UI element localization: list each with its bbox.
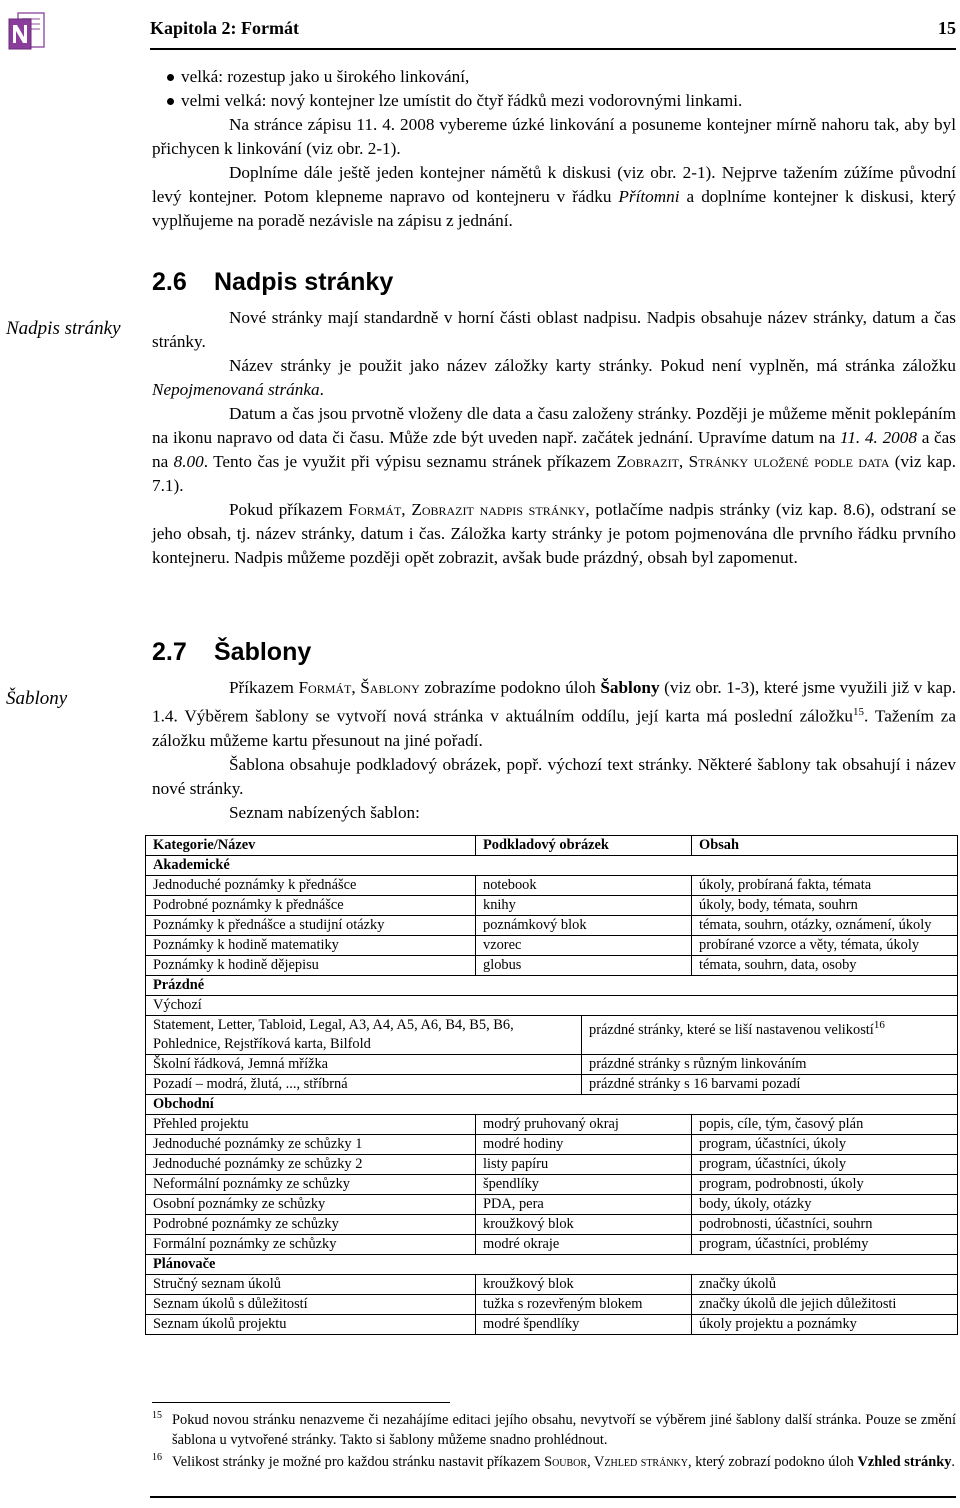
table-cell: Školní řádková, Jemná mřížka — [146, 1055, 582, 1075]
page-header — [150, 18, 956, 50]
paragraph: Příkazem Formát, Šablony zobrazíme podokno úloh Šablony (viz obr. 1-3), které jsme využili již v kap. 1.4. Výběrem šablony se vytvoří nová stránka v aktuálním oddílu, její karta má poslední záložku$^{15}$. Tažením za záložku můžeme kartu přesunout na jiné pořadí. — [152, 678, 956, 750]
section-2-7 — [152, 640, 956, 825]
table-cell: PDA, pera — [476, 1195, 692, 1215]
list-item: velmi velká: nový kontejner lze umístit do čtyř řádků mezi vodorovnými linkami. — [152, 89, 956, 113]
footnote-16: 16 Velikost stránky je možné pro každou stránku nastavit příkazem Soubor, Vzhled stránky, který zobrazí podokno úloh Vzhled stránky. — [152, 1452, 956, 1470]
table-cell: program, podrobnosti, úkoly — [692, 1175, 958, 1195]
table-cell: Seznam úkolů projektu — [146, 1315, 476, 1335]
onenote-logo-icon — [8, 12, 46, 52]
table-header-row — [146, 836, 958, 856]
table-cell: prázdné stránky s různým linkováním — [582, 1055, 958, 1075]
paragraph: Nové stránky mají standardně v horní části oblast nadpisu. Nadpis obsahuje název stránky, datum a čas stránky. — [152, 308, 956, 351]
table-cell: modré špendlíky — [476, 1315, 692, 1335]
table-row — [146, 1295, 958, 1315]
chapter-title: Kapitola 2: Formát — [150, 18, 299, 38]
paragraph: Pokud příkazem Formát, Zobrazit nadpis stránky, potlačíme nadpis stránky (viz kap. 8.6), odstraní se jeho obsah, tj. název stránky, datum i čas. Záložka karty stránky je potom pojmenována dle prvního řádku prvního kontejneru. Nadpis můžeme později opět zobrazit, avšak bude prázdný, obsah byl zapomenut. — [152, 500, 956, 567]
table-cell: Výchozí — [146, 996, 958, 1016]
table-cell: globus — [476, 956, 692, 976]
list-item: velká: rozestup jako u širokého linkování, — [152, 65, 956, 89]
margin-label-nadpis: Nadpis stránky — [6, 318, 121, 339]
table-row — [146, 956, 958, 976]
table-cell: Pozadí – modrá, žlutá, ..., stříbrná — [146, 1075, 582, 1095]
table-cell: prázdné stránky, které se liší nastavenou velikostí$^{16}$ — [582, 1016, 958, 1055]
table-row — [146, 1115, 958, 1135]
table-cell: Osobní poznámky ze schůzky — [146, 1195, 476, 1215]
table-cell: Podrobné poznámky ze schůzky — [146, 1215, 476, 1235]
table-cell: podrobnosti, účastníci, souhrn — [692, 1215, 958, 1235]
table-group-row — [146, 856, 958, 876]
table-cell: témata, souhrn, otázky, oznámení, úkoly — [692, 916, 958, 936]
table-row — [146, 1175, 958, 1195]
table-header-cell: Podkladový obrázek — [476, 836, 692, 856]
table-cell: prázdné stránky s 16 barvami pozadí — [582, 1075, 958, 1095]
table-cell: probírané vzorce a věty, témata, úkoly — [692, 936, 958, 956]
table-cell: program, účastníci, úkoly — [692, 1135, 958, 1155]
section-heading: 2.6 Nadpis stránky — [152, 268, 394, 296]
table-row — [146, 896, 958, 916]
table-cell: kroužkový blok — [476, 1215, 692, 1235]
table-row — [146, 1135, 958, 1155]
table-row — [146, 1055, 958, 1075]
footnote-15: 15 Pokud novou stránku nenazveme či nezahájíme editaci jejího obsahu, nevytvoří se výběrem jiné šablony další stránka. Pouze se změní šablona u vytvořené stránky. Takto si šablony můžeme snadno prohlédnout. — [152, 1410, 956, 1448]
page-bottom-rule — [150, 1496, 956, 1498]
table-cell: úkoly projektu a poznámky — [692, 1315, 958, 1335]
table-row — [146, 876, 958, 896]
paragraph: Šablona obsahuje podkladový obrázek, popř. výchozí text stránky. Některé šablony tak obsahují i název nové stránky. — [152, 754, 956, 798]
table-caption: Seznam nabízených šablon: — [229, 802, 420, 822]
table-cell: značky úkolů dle jejich důležitosti — [692, 1295, 958, 1315]
table-cell: Seznam úkolů s důležitostí — [146, 1295, 476, 1315]
table-cell: Neformální poznámky ze schůzky — [146, 1175, 476, 1195]
margin-label-sablony: Šablony — [6, 688, 68, 709]
table-cell: listy papíru — [476, 1155, 692, 1175]
paragraph: Datum a čas jsou prvotně vloženy dle data a času založeny stránky. Později je můžeme měnit poklepáním na ikonu napravo od data či času. Může zde být uveden např. začátek jednání. Upravíme datum na 11. 4. 2008 a čas na 8.00. Tento čas je využit při výpisu seznamu stránek příkazem Zobrazit, Stránky uložené podle data (viz kap. 7.1). — [152, 404, 956, 495]
table-cell: Stručný seznam úkolů — [146, 1275, 476, 1295]
table-cell: knihy — [476, 896, 692, 916]
table-row — [146, 996, 958, 1016]
table-cell: úkoly, body, témata, souhrn — [692, 896, 958, 916]
intro-block — [152, 65, 956, 233]
table-group-row — [146, 1255, 958, 1275]
footnote-ref: 16 — [873, 1019, 885, 1031]
table-cell: Poznámky k hodině dějepisu — [146, 956, 476, 976]
table-cell: Poznámky k hodině matematiky — [146, 936, 476, 956]
paragraph: Název stránky je použit jako název záložky karty stránky. Pokud není vyplněn, má stránka záložku Nepojmenovaná stránka. — [152, 356, 956, 399]
table-cell: Poznámky k přednášce a studijní otázky — [146, 916, 476, 936]
page-number: 15 — [938, 18, 956, 38]
templates-table — [145, 835, 958, 1335]
table-cell: tužka s rozevřeným blokem — [476, 1295, 692, 1315]
table-row — [146, 1195, 958, 1215]
table-cell: modré hodiny — [476, 1135, 692, 1155]
table-cell: modré okraje — [476, 1235, 692, 1255]
table-row — [146, 1235, 958, 1255]
table-row — [146, 1016, 958, 1055]
table-cell: Jednoduché poznámky ze schůzky 1 — [146, 1135, 476, 1155]
table-group-row — [146, 1095, 958, 1115]
table-cell: Obchodní — [146, 1095, 958, 1115]
table-cell: Formální poznámky ze schůzky — [146, 1235, 476, 1255]
footnote-ref: 15 — [853, 706, 865, 718]
paragraph: Doplníme dále ještě jeden kontejner námětů k diskusi (viz obr. 2-1). Nejprve tažením zúžíme původní levý kontejner. Potom klepneme napravo od kontejneru v řádku Přítomni a doplníme kontejner k diskusi, který vyplňujeme na poradě nezávisle na zápisu z jednání. — [152, 163, 956, 230]
table-group-row — [146, 976, 958, 996]
table-header-cell: Kategorie/Název — [146, 836, 476, 856]
table-cell: program, účastníci, úkoly — [692, 1155, 958, 1175]
table-cell: program, účastníci, problémy — [692, 1235, 958, 1255]
table-row — [146, 1075, 958, 1095]
table-cell: modrý pruhovaný okraj — [476, 1115, 692, 1135]
section-2-6 — [152, 270, 956, 570]
table-cell: notebook — [476, 876, 692, 896]
table-cell: Podrobné poznámky k přednášce — [146, 896, 476, 916]
footnote-separator — [152, 1402, 450, 1403]
table-cell: Jednoduché poznámky ze schůzky 2 — [146, 1155, 476, 1175]
footnotes — [152, 1410, 956, 1472]
table-cell: Jednoduché poznámky k přednášce — [146, 876, 476, 896]
table-row — [146, 936, 958, 956]
table-row — [146, 916, 958, 936]
table-cell: Prázdné — [146, 976, 958, 996]
table-row — [146, 1155, 958, 1175]
paragraph: Na stránce zápisu 11. 4. 2008 vybereme úzké linkování a posuneme kontejner mírně nahoru tak, aby byl přichycen k linkování (viz obr. 2-1). — [152, 115, 956, 158]
bullet-list — [152, 65, 956, 113]
table-cell: špendlíky — [476, 1175, 692, 1195]
table-cell: Přehled projektu — [146, 1115, 476, 1135]
table-cell: témata, souhrn, data, osoby — [692, 956, 958, 976]
table-cell: body, úkoly, otázky — [692, 1195, 958, 1215]
table-cell: značky úkolů — [692, 1275, 958, 1295]
table-cell: Statement, Letter, Tabloid, Legal, A3, A4, A5, A6, B4, B5, B6, Pohlednice, Rejstříková karta, Bilfold — [146, 1016, 582, 1055]
table-cell: Akademické — [146, 856, 958, 876]
section-heading: 2.7 Šablony — [152, 638, 312, 666]
table-cell: vzorec — [476, 936, 692, 956]
table-row — [146, 1215, 958, 1235]
table-row — [146, 1275, 958, 1295]
table-cell: Plánovače — [146, 1255, 958, 1275]
table-cell: popis, cíle, tým, časový plán — [692, 1115, 958, 1135]
table-cell: úkoly, probíraná fakta, témata — [692, 876, 958, 896]
table-row — [146, 1315, 958, 1335]
table-header-cell: Obsah — [692, 836, 958, 856]
table-cell: poznámkový blok — [476, 916, 692, 936]
table-cell: kroužkový blok — [476, 1275, 692, 1295]
